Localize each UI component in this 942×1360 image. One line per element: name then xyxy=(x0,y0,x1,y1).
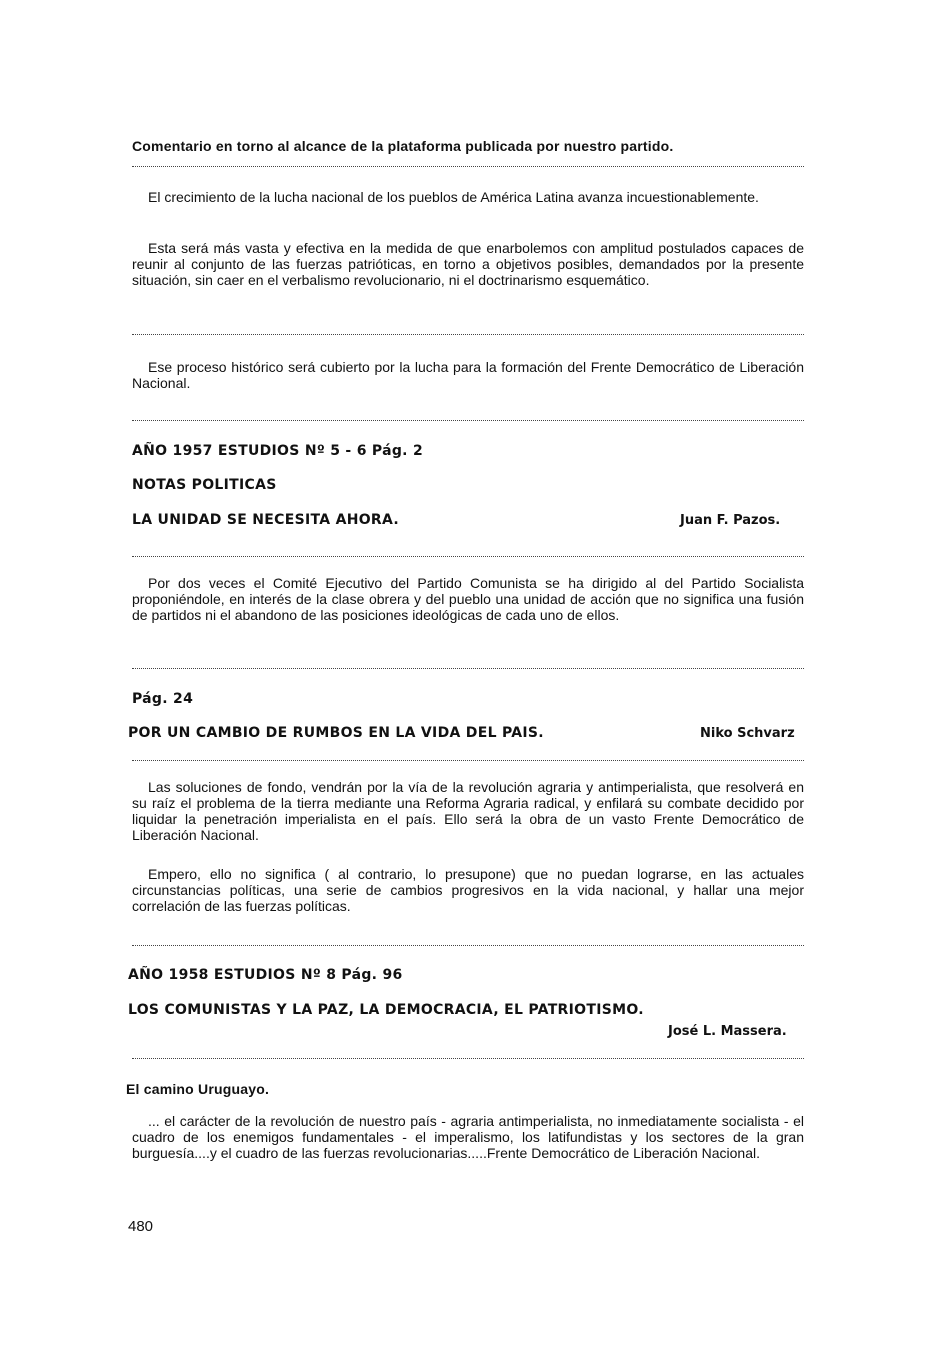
section-label: NOTAS POLITICAS xyxy=(132,477,277,493)
dotted-separator xyxy=(132,556,804,557)
dotted-separator xyxy=(132,760,804,761)
dotted-separator xyxy=(132,945,804,946)
dotted-separator xyxy=(132,668,804,669)
source-reference: AÑO 1958 ESTUDIOS Nº 8 Pág. 96 xyxy=(128,967,403,983)
subsection-title: El camino Uruguayo. xyxy=(126,1081,270,1097)
source-reference: AÑO 1957 ESTUDIOS Nº 5 - 6 Pág. 2 xyxy=(132,443,424,459)
paragraph: El crecimiento de la lucha nacional de los pueblos de América Latina avanza incuestionablemente. xyxy=(148,189,759,205)
paragraph: ... el carácter de la revolución de nuestro país - agraria antimperialista, no inmediatamente socialista - el cuadro de los enemigos fundamentales - el imperalismo, los latifundistas y los sectores de la gran burguesía....y el cuadro de las fuerzas revolucionarias.....Frente Democrático de Liberación Nacional. xyxy=(132,1113,804,1161)
article-author: Juan F. Pazos. xyxy=(680,513,781,528)
dotted-separator xyxy=(132,420,804,421)
article-title: LOS COMUNISTAS Y LA PAZ, LA DEMOCRACIA, EL PATRIOTISMO. xyxy=(128,1002,644,1018)
paragraph: Ese proceso histórico será cubierto por la lucha para la formación del Frente Democrático de Liberación Nacional. xyxy=(132,359,804,391)
source-reference: Pág. 24 xyxy=(132,691,194,707)
dotted-separator xyxy=(132,334,804,335)
article-author: Niko Schvarz xyxy=(700,726,795,741)
paragraph: Las soluciones de fondo, vendrán por la vía de la revolución agraria y antimperialista, que resolverá en su raíz el problema de la tierra mediante una Reforma Agraria radical, y enfilará su combate decidido por liquidar la penetración imperialista en el país. Ello será la obra de un vasto Frente Democrático de Liberación Nacional. xyxy=(132,779,804,843)
dotted-separator xyxy=(132,166,804,167)
article-title: LA UNIDAD SE NECESITA AHORA. xyxy=(132,512,400,528)
dotted-separator xyxy=(132,1058,804,1059)
section-title: Comentario en torno al alcance de la plataforma publicada por nuestro partido. xyxy=(132,138,674,154)
article-author: José L. Massera. xyxy=(668,1024,787,1039)
paragraph: Esta será más vasta y efectiva en la medida de que enarbolemos con amplitud postulados capaces de reunir al conjunto de las fuerzas patrióticas, en torno a objetivos posibles, demandados por la presente situación, sin caer en el verbalismo revolucionario, ni el doctrinarismo esquemático. xyxy=(132,240,804,288)
paragraph: Por dos veces el Comité Ejecutivo del Partido Comunista se ha dirigido al del Partido Socialista proponiéndole, en interés de la clase obrera y del pueblo una unidad de acción que no significa una fusión de partidos ni el abandono de las posiciones ideológicas de cada uno de ellos. xyxy=(132,575,804,623)
paragraph: Empero, ello no significa ( al contrario, lo presupone) que no puedan lograrse, en las actuales circunstancias políticas, una serie de cambios progresivos en la vida nacional, y hallar una mejor correlación de las fuerzas políticas. xyxy=(132,866,804,914)
article-title: POR UN CAMBIO DE RUMBOS EN LA VIDA DEL PAIS. xyxy=(128,725,544,741)
page-number: 480 xyxy=(128,1218,154,1235)
